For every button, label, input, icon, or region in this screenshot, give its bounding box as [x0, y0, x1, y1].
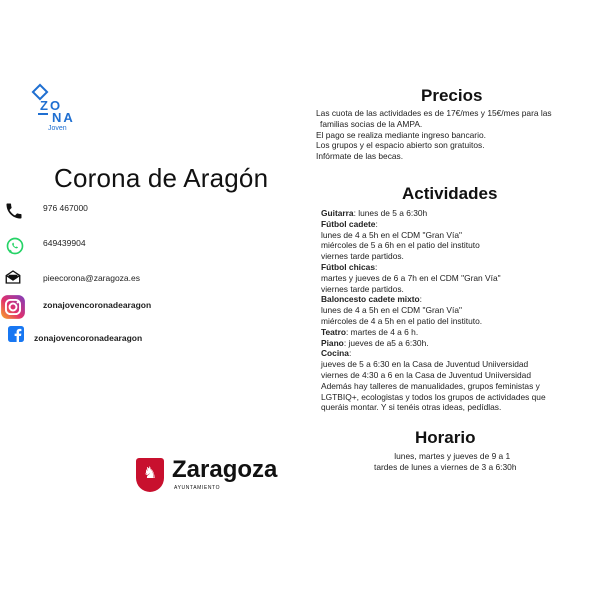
actividad-line: lunes de 4 a 5h en el CDM "Gran Vía"	[321, 305, 462, 316]
horario-text	[374, 451, 516, 473]
precios-line: El pago se realiza mediante ingreso bancario.	[316, 129, 486, 140]
envelope-icon	[4, 268, 22, 286]
actividad-line: queráis montar. Y si tenéis otras ideas, pedídlas.	[321, 402, 502, 413]
precios-line: Los grupos y el espacio abierto son gratuitos.	[316, 140, 485, 151]
precios-heading: Precios	[421, 86, 483, 105]
actividad-line: viernes tarde partidos.	[321, 251, 404, 262]
logo-line1: ZO	[40, 98, 63, 113]
lion-icon: ♞	[142, 465, 158, 482]
actividades-list	[321, 208, 546, 413]
horario-line: tardes de lunes a viernes de 3 a 6:30h	[374, 461, 517, 472]
zaragoza-name: Zaragoza	[172, 456, 278, 483]
actividad-line: viernes tarde partidos.	[321, 283, 404, 294]
actividades-heading: Actividades	[402, 184, 498, 203]
email-address[interactable]: pieecorona@zaragoza.es	[43, 273, 140, 283]
whatsapp-icon	[6, 237, 24, 255]
actividad-line: Piano: jueves de a5 a 6:30h.	[321, 337, 429, 348]
precios-line: Las cuota de las actividades es de 17€/mes y 15€/mes para las	[316, 108, 552, 118]
zaragoza-sub: AYUNTAMIENTO	[174, 485, 221, 491]
page-title: Corona de Aragón	[54, 163, 269, 193]
instagram-handle[interactable]: zonajovencoronadearagon	[43, 300, 152, 310]
actividad-line: jueves de 5 a 6:30 en la Casa de Juventud Uniiversidad	[321, 359, 529, 370]
whatsapp-number[interactable]: 649439904	[43, 238, 86, 248]
actividad-line: Cocina:	[321, 348, 352, 359]
actividad-line: Fútbol cadete:	[321, 218, 378, 229]
horario-line: lunes, martes y jueves de 9 a 1	[394, 451, 511, 461]
actividad-line: Baloncesto cadete mixto:	[321, 294, 422, 305]
actividad-line: miércoles de 4 a 5h en el patio del instituto.	[321, 315, 483, 326]
actividad-line: Teatro: martes de 4 a 6 h.	[321, 326, 419, 337]
instagram-icon	[0, 294, 26, 320]
phone-number[interactable]: 976 467000	[43, 203, 88, 213]
logo-line2: NA	[52, 110, 75, 125]
zona-joven-logo	[30, 84, 90, 140]
precios-line: Infórmate de las becas.	[316, 151, 404, 162]
actividad-line: Guitarra: lunes de 5 a 6:30h	[321, 208, 428, 218]
actividad-line: Fútbol chicas:	[321, 261, 378, 272]
actividad-line: miércoles de 5 a 6h en el patio del instituto	[321, 240, 480, 251]
actividad-line: Además hay talleres de manualidades, grupos feministas y	[321, 380, 540, 391]
facebook-handle[interactable]: zonajovencoronadearagon	[34, 333, 143, 343]
actividad-line: martes y jueves de 6 a 7h en el CDM "Gran Vía"	[321, 272, 501, 283]
phone-icon	[4, 201, 24, 221]
zaragoza-logo	[136, 458, 286, 496]
actividad-line: lunes de 4 a 5h en el CDM "Gran Vía"	[321, 229, 462, 240]
precios-text	[316, 108, 552, 162]
logo-sub: Joven	[48, 125, 67, 132]
precios-line: familias socias de la AMPA.	[320, 118, 423, 129]
actividad-line: LGTBIQ+, ecologistas y todos los grupos de actividades que	[321, 391, 546, 402]
horario-heading: Horario	[415, 428, 476, 447]
facebook-icon	[8, 326, 24, 342]
actividad-line: viernes de 4:30 a 6 en la Casa de Juventud Uniiversidad	[321, 369, 531, 380]
